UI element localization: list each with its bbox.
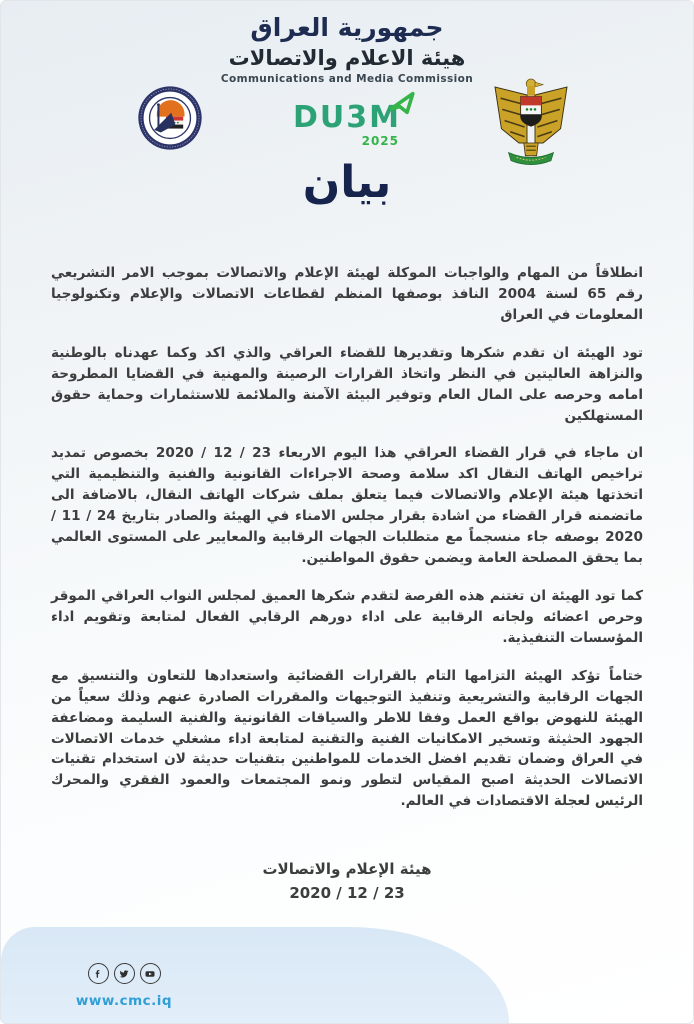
signature-block — [1, 857, 693, 905]
paragraph-3: ان ماجاء في قرار القضاء العراقي هذا اليوم الاربعاء 23 / 12 / 2020 بخصوص تمديد تراخيص الهاتف النقال اكد سلامة وصحة الاجراءات القانونية والفنية والتنظيمية التي اتخذتها هيئة الإعلام والاتصالات فيما يتعلق بملف شركات الهاتف النقال، بالاضافة الى ماتضمنه قرار القضاء من اشادة بقرار مجلس الامناء في الهيئة والصادر بتاريخ 24 / 11 / 2020 بوصفه جاء منسجماً مع متطلبات الجهات الرقابية والمعايير على المستوى العالمي بما يحقق المصلحة العامة ويضمن حقوق المواطنين. — [51, 445, 643, 567]
youtube-icon — [140, 963, 161, 984]
paragraph-1: انطلاقاً من المهام والواجبات الموكلة لهيئة الإعلام والاتصالات بموجب الامر التشريعي رقم 65 لسنة 2004 النافذ بوصفها المنظم لقطاعات الاتصالات والإعلام وتكنولوجيا المعلومات في العراق — [51, 265, 643, 323]
social-icons-row — [88, 963, 161, 984]
twitter-icon — [114, 963, 135, 984]
website-url: www.cmc.iq — [75, 993, 173, 1009]
cmc-seal-logo — [137, 85, 203, 151]
facebook-icon — [88, 963, 109, 984]
signature-date: 23 / 12 / 2020 — [289, 884, 405, 902]
organization-name-arabic: هيئة الاعلام والاتصالات — [228, 46, 466, 70]
cmc-seal-icon — [137, 85, 203, 151]
du3m-year: 2025 — [361, 134, 399, 148]
footer — [59, 963, 189, 1009]
document-header — [1, 13, 693, 85]
organization-name-english: Communications and Media Commission — [220, 73, 474, 85]
du3m-2025-logo — [272, 100, 422, 149]
statement-body — [51, 263, 643, 829]
paper-plane-icon — [389, 91, 415, 115]
paragraph-2: تود الهيئة ان تقدم شكرها وتقديرها للقضاء العراقي والذي اكد وكما عهدناه بالوطنية والنزاهة العاليتين في النظر واتخاذ القرارات الرصينة والمهنية في القضايا المطروحة امامه وحرصه على المال العام وتوفير البيئة الآمنة والملائمة للاستثمارات وحماية حقوق المستهلكين — [51, 344, 643, 424]
paragraph-4: كما تود الهيئة ان تغتنم هذه الفرصة لتقدم شكرها العميق لمجلس النواب العراقي الموقر وحرص اعضائه ولجانه الرقابية على اداء دورهم الرقابي الفعال لمتابعة وتقويم اداء المؤسسات التنفيذية. — [51, 587, 643, 646]
republic-of-iraq-calligraphy: جمهورية العراق — [250, 13, 444, 42]
statement-title: بيان — [302, 157, 392, 208]
paragraph-5: ختاماً تؤكد الهيئة التزامها التام بالقرارات القضائية واستعدادها للتعاون والتنسيق مع الجهات الرقابية والتشريعية وتنفيذ التوجيهات والمقررات الصادرة عنهم وذلك سعياً من الهيئة للنهوض بواقع العمل وفقا للاطر والسياقات القانونية والفنية السليمة ومضاعفة الجهود الحثيثة وتسخير الامكانيات الفنية والتقنية لمتابعة اداء مشغلي خدمات الاتصالات في العراق وضمان تقديم افضل الخدمات للمواطنين بتقنيات حديثة لان استخدام تقنيات الاتصالات الحديثة اصبح المقياس لتطور ونمو المجتمعات والعمود الفقري والمحرك الرئيس لعجلة الاقتصادات في العالم. — [51, 667, 643, 810]
du3m-wordmark: DU3M — [293, 100, 401, 135]
signature-org: هيئة الإعلام والاتصالات — [262, 860, 432, 878]
